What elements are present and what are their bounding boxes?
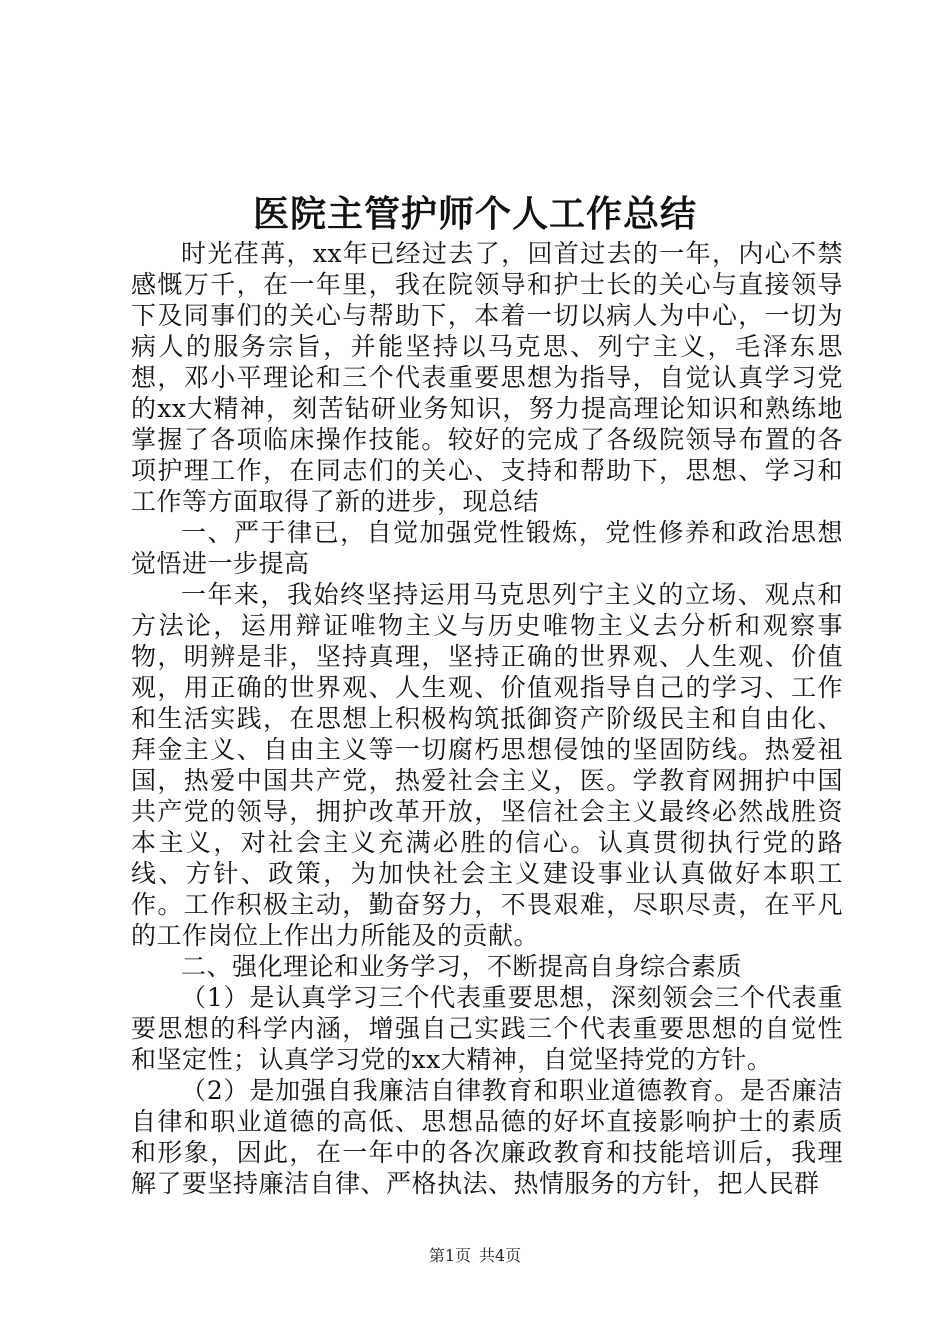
page-total: 共4页 bbox=[479, 1246, 522, 1265]
section-heading-2: 二、强化理论和业务学习，不断提高自身综合素质 bbox=[181, 952, 743, 981]
page-number: 第1页 bbox=[428, 1246, 471, 1265]
section-heading-1: 一、严于律已，自觉加强党性锻炼，党性修养和政治思想觉悟进一步提高 bbox=[131, 518, 843, 578]
paragraph-intro: 时光荏苒，xx年已经过去了，回首过去的一年，内心不禁感慨万千，在一年里，我在院领导和护士长的关心与直接领导下及同事们的关心与帮助下，本着一切以病人为中心，一切为病人的服务宗旨，并能坚持以马克思、列宁主义，毛泽东思想，邓小平理论和三个代表重要思想为指导，自觉认真学习党的xx大精神，刻苦钻研业务知识，努力提高理论知识和熟练地掌握了各项临床操作技能。较好的完成了各级院领导布置的各项护理工作，在同志们的关心、支持和帮助下，思想、学习和工作等方面取得了新的进步，现总结 bbox=[131, 239, 843, 516]
paragraph-item-2: （2）是加强自我廉洁自律教育和职业道德教育。是否廉洁自律和职业道德的高低、思想品德的好坏直接影响护士的素质和形象，因此，在一年中的各次廉政教育和技能培训后，我理解了要坚持廉洁自律、严格执法、热情服务的方针，把人民群 bbox=[131, 1076, 843, 1198]
document-body bbox=[131, 238, 843, 1199]
page-footer bbox=[0, 1243, 950, 1266]
paragraph-item-1: （1）是认真学习三个代表重要思想，深刻领会三个代表重要思想的科学内涵，增强自己实践三个代表重要思想的自觉性和坚定性；认真学习党的xx大精神，自觉坚持党的方针。 bbox=[131, 983, 843, 1074]
page-title: 医院主管护师个人工作总结 bbox=[252, 193, 697, 235]
paragraph-section-1: 一年来，我始终坚持运用马克思列宁主义的立场、观点和方法论，运用辩证唯物主义与历史唯物主义去分析和观察事物，明辨是非，坚持真理，坚持正确的世界观、人生观、价值观，用正确的世界观、人生观、价值观指导自己的学习、工作和生活实践，在思想上积极构筑抵御资产阶级民主和自由化、拜金主义、自由主义等一切腐朽思想侵蚀的坚固防线。热爱祖国，热爱中国共产党，热爱社会主义，医。学教育网拥护中国共产党的领导，拥护改革开放，坚信社会主义最终必然战胜资本主义，对社会主义充满必胜的信心。认真贯彻执行党的路线、方针、政策，为加快社会主义建设事业认真做好本职工作。工作积极主动，勤奋努力，不畏艰难，尽职尽责，在平凡的工作岗位上作出力所能及的贡献。 bbox=[131, 580, 843, 950]
